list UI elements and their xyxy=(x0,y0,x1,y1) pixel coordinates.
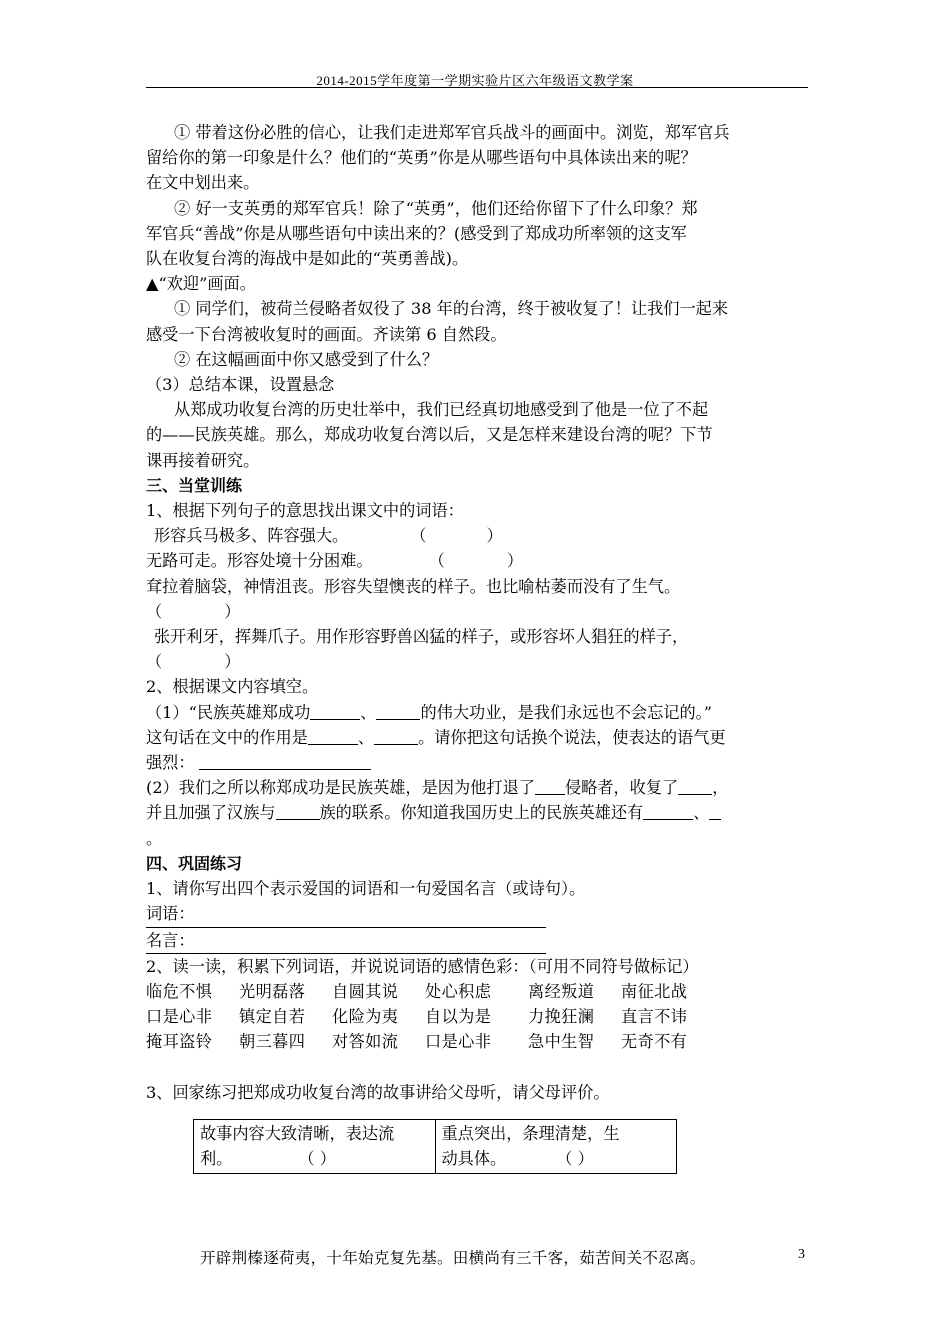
vocab-word: 光明磊落 xyxy=(239,981,306,1001)
fill-blank[interactable] xyxy=(308,729,358,745)
vocab-word: 对答如流 xyxy=(332,1032,399,1052)
fill-blank[interactable] xyxy=(374,729,418,745)
words-label: 词语： xyxy=(146,901,546,927)
lesson-content xyxy=(146,120,810,1105)
paragraph: 感受一下台湾被收复时的画面。齐读第 6 自然段。 xyxy=(146,324,507,344)
paragraph: ① 同学们，被荷兰侵略者奴役了 38 年的台湾，终于被收复了！让我们一起来 xyxy=(174,299,729,319)
answer-paren-close: ） xyxy=(224,601,241,621)
fill-in-line xyxy=(146,775,810,800)
fill-sep: 、 xyxy=(693,803,710,823)
cell-text: 故事内容大致清晰，表达流 xyxy=(200,1124,395,1143)
fill-in-line xyxy=(146,800,810,825)
header-divider xyxy=(146,87,808,88)
answer-paren-close: ） xyxy=(506,551,523,571)
page-number: 3 xyxy=(798,1247,805,1262)
fill-in-line xyxy=(146,750,810,775)
vocab-word: 自以为是 xyxy=(425,1007,492,1027)
vocab-word: 镇定自若 xyxy=(239,1007,306,1027)
fill-blank[interactable] xyxy=(643,804,693,820)
vocab-word: 急中生智 xyxy=(528,1032,595,1052)
evaluation-cell-focus[interactable] xyxy=(435,1120,677,1174)
question-item xyxy=(146,523,810,548)
question-item: 张开利牙，挥舞爪子。用作形容野兽凶猛的样子，或形容坏人猖狂的样子， xyxy=(154,627,689,647)
paragraph: ① 带着这份必胜的信心，让我们走进郑军官兵战斗的画面中。浏览，郑军官兵 xyxy=(174,123,730,142)
fill-text: 强烈： xyxy=(146,753,195,773)
paragraph: ② 好一支英勇的郑军官兵！除了“英勇”，他们还给你留下了什么印象？郑 xyxy=(174,198,698,218)
paragraph: 在文中划出来。 xyxy=(146,173,260,193)
page-header: 2014-2015学年度第一学期实验片区六年级语文教学案 xyxy=(316,73,634,88)
cell-line xyxy=(442,1146,671,1171)
vocab-word: 自圆其说 xyxy=(332,981,399,1001)
vocab-row xyxy=(146,1029,810,1054)
fill-text: 族的联系。你知道我国历史上的民族英雄还有 xyxy=(319,803,644,823)
vocab-word: 临危不惧 xyxy=(146,981,213,1001)
fill-blank[interactable] xyxy=(678,779,712,795)
table-row xyxy=(194,1120,677,1174)
fill-in-line: 。 xyxy=(146,828,163,848)
question: 3、回家练习把郑成功收复台湾的故事讲给父母听，请父母评价。 xyxy=(146,1082,610,1102)
section-heading: 三、当堂训练 xyxy=(146,475,243,495)
question: 1、请你写出四个表示爱国的词语和一句爱国名言（或诗句）。 xyxy=(146,879,586,899)
vocab-row xyxy=(146,1004,810,1029)
vocab-word: 无奇不有 xyxy=(621,1032,688,1052)
fill-text: ， xyxy=(712,778,729,798)
section-heading: 四、巩固练习 xyxy=(146,853,243,873)
fill-text: 的伟大功业，是我们永远也不会忘记的。” xyxy=(420,702,713,722)
check-box[interactable]: （ ） xyxy=(556,1149,594,1168)
vocab-word: 朝三暮四 xyxy=(239,1032,306,1052)
fill-text: （1）“民族英雄郑成功 xyxy=(146,702,311,722)
spacer xyxy=(146,1055,810,1080)
answer-paren-open: （ xyxy=(428,551,445,571)
vocab-word: 口是心非 xyxy=(146,1007,213,1027)
fill-in-line xyxy=(146,700,810,725)
evaluation-table xyxy=(193,1119,677,1174)
paragraph: ② 在这幅画面中你又感受到了什么？ xyxy=(174,349,439,369)
subsection-title: （3）总结本课，设置悬念 xyxy=(146,375,335,395)
answer-paren-close: ） xyxy=(486,526,503,546)
section-marker: ▲“欢迎”画面。 xyxy=(146,274,256,294)
fill-sep: 、 xyxy=(360,702,377,722)
cell-text: 重点突出，条理清楚，生 xyxy=(441,1124,620,1143)
paragraph: 军官兵“善战”你是从哪些语句中读出来的？(感受到了郑成功所率领的这支军 xyxy=(146,223,687,243)
footer-poem: 开辟荆榛逐荷夷，十年始克复先基。田横尚有三千客，茹苦间关不忍离。 xyxy=(200,1249,706,1267)
quote-answer-line[interactable] xyxy=(146,928,810,954)
answer-line xyxy=(146,649,810,674)
answer-paren-close: ） xyxy=(224,652,241,672)
answer-paren-open: （ xyxy=(146,601,163,621)
vocab-word: 掩耳盗铃 xyxy=(146,1032,213,1052)
question-item: 耷拉着脑袋，神情沮丧。形容失望懊丧的样子。也比喻枯萎而没有了生气。 xyxy=(146,576,681,596)
question-text: 形容兵马极多、阵容强大。 xyxy=(154,526,349,546)
question: 2、读一读，积累下列词语，并说说词语的感情色彩：（可用不同符号做标记） xyxy=(146,956,699,976)
question-text: 无路可走。形容处境十分困难。 xyxy=(146,551,373,571)
answer-line xyxy=(146,599,810,624)
fill-blank[interactable] xyxy=(276,804,320,820)
paragraph: 留给你的第一印象是什么？他们的“英勇”你是从哪些语句中具体读出来的呢？ xyxy=(146,148,697,168)
paragraph: 的——民族英雄。那么，郑成功收复台湾以后，又是怎样来建设台湾的呢？下节 xyxy=(146,425,713,445)
evaluation-cell-content[interactable] xyxy=(194,1120,436,1174)
paragraph: 从郑成功收复台湾的历史壮举中，我们已经真切地感受到了他是一位了不起 xyxy=(174,400,709,420)
fill-in-line xyxy=(146,725,810,750)
answer-paren-open: （ xyxy=(410,526,427,546)
question-item xyxy=(146,548,810,573)
fill-blank[interactable] xyxy=(376,704,420,720)
vocab-word: 化险为夷 xyxy=(332,1007,399,1027)
cell-text: 动具体。 xyxy=(441,1149,507,1168)
check-box[interactable]: （ ） xyxy=(298,1149,336,1168)
fill-blank[interactable] xyxy=(709,804,721,820)
paragraph: 课再接着研究。 xyxy=(146,450,260,470)
cell-text: 利。 xyxy=(200,1149,233,1168)
fill-text: 并且加强了汉族与 xyxy=(146,803,276,823)
quote-label: 名言： xyxy=(146,928,546,954)
fill-text: (2）我们之所以称郑成功是民族英雄，是因为他打退了 xyxy=(146,778,535,798)
fill-sep: 、 xyxy=(357,727,375,747)
vocab-word: 力挽狂澜 xyxy=(528,1007,595,1027)
question: 1、根据下列句子的意思找出课文中的词语： xyxy=(146,501,464,521)
paragraph: 队在收复台湾的海战中是如此的“英勇善战)。 xyxy=(146,249,469,269)
vocab-word: 处心积虑 xyxy=(425,981,492,1001)
vocab-row xyxy=(146,979,810,1004)
fill-text: 。请你把这句话换个说法，使表达的语气更 xyxy=(418,727,726,747)
words-answer-line[interactable] xyxy=(146,901,810,927)
fill-blank[interactable] xyxy=(199,754,371,770)
fill-text: 侵略者，收复了 xyxy=(564,778,679,798)
answer-paren-open: （ xyxy=(146,652,163,672)
vocab-word: 直言不讳 xyxy=(621,1007,688,1027)
fill-blank[interactable] xyxy=(535,779,565,795)
question: 2、根据课文内容填空。 xyxy=(146,677,319,697)
fill-text: 这句话在文中的作用是 xyxy=(146,727,308,747)
vocab-word: 离经叛道 xyxy=(528,981,595,1001)
fill-blank[interactable] xyxy=(310,704,360,720)
vocab-word: 南征北战 xyxy=(621,981,688,1001)
vocab-word: 口是心非 xyxy=(425,1032,492,1052)
cell-line xyxy=(200,1146,429,1171)
